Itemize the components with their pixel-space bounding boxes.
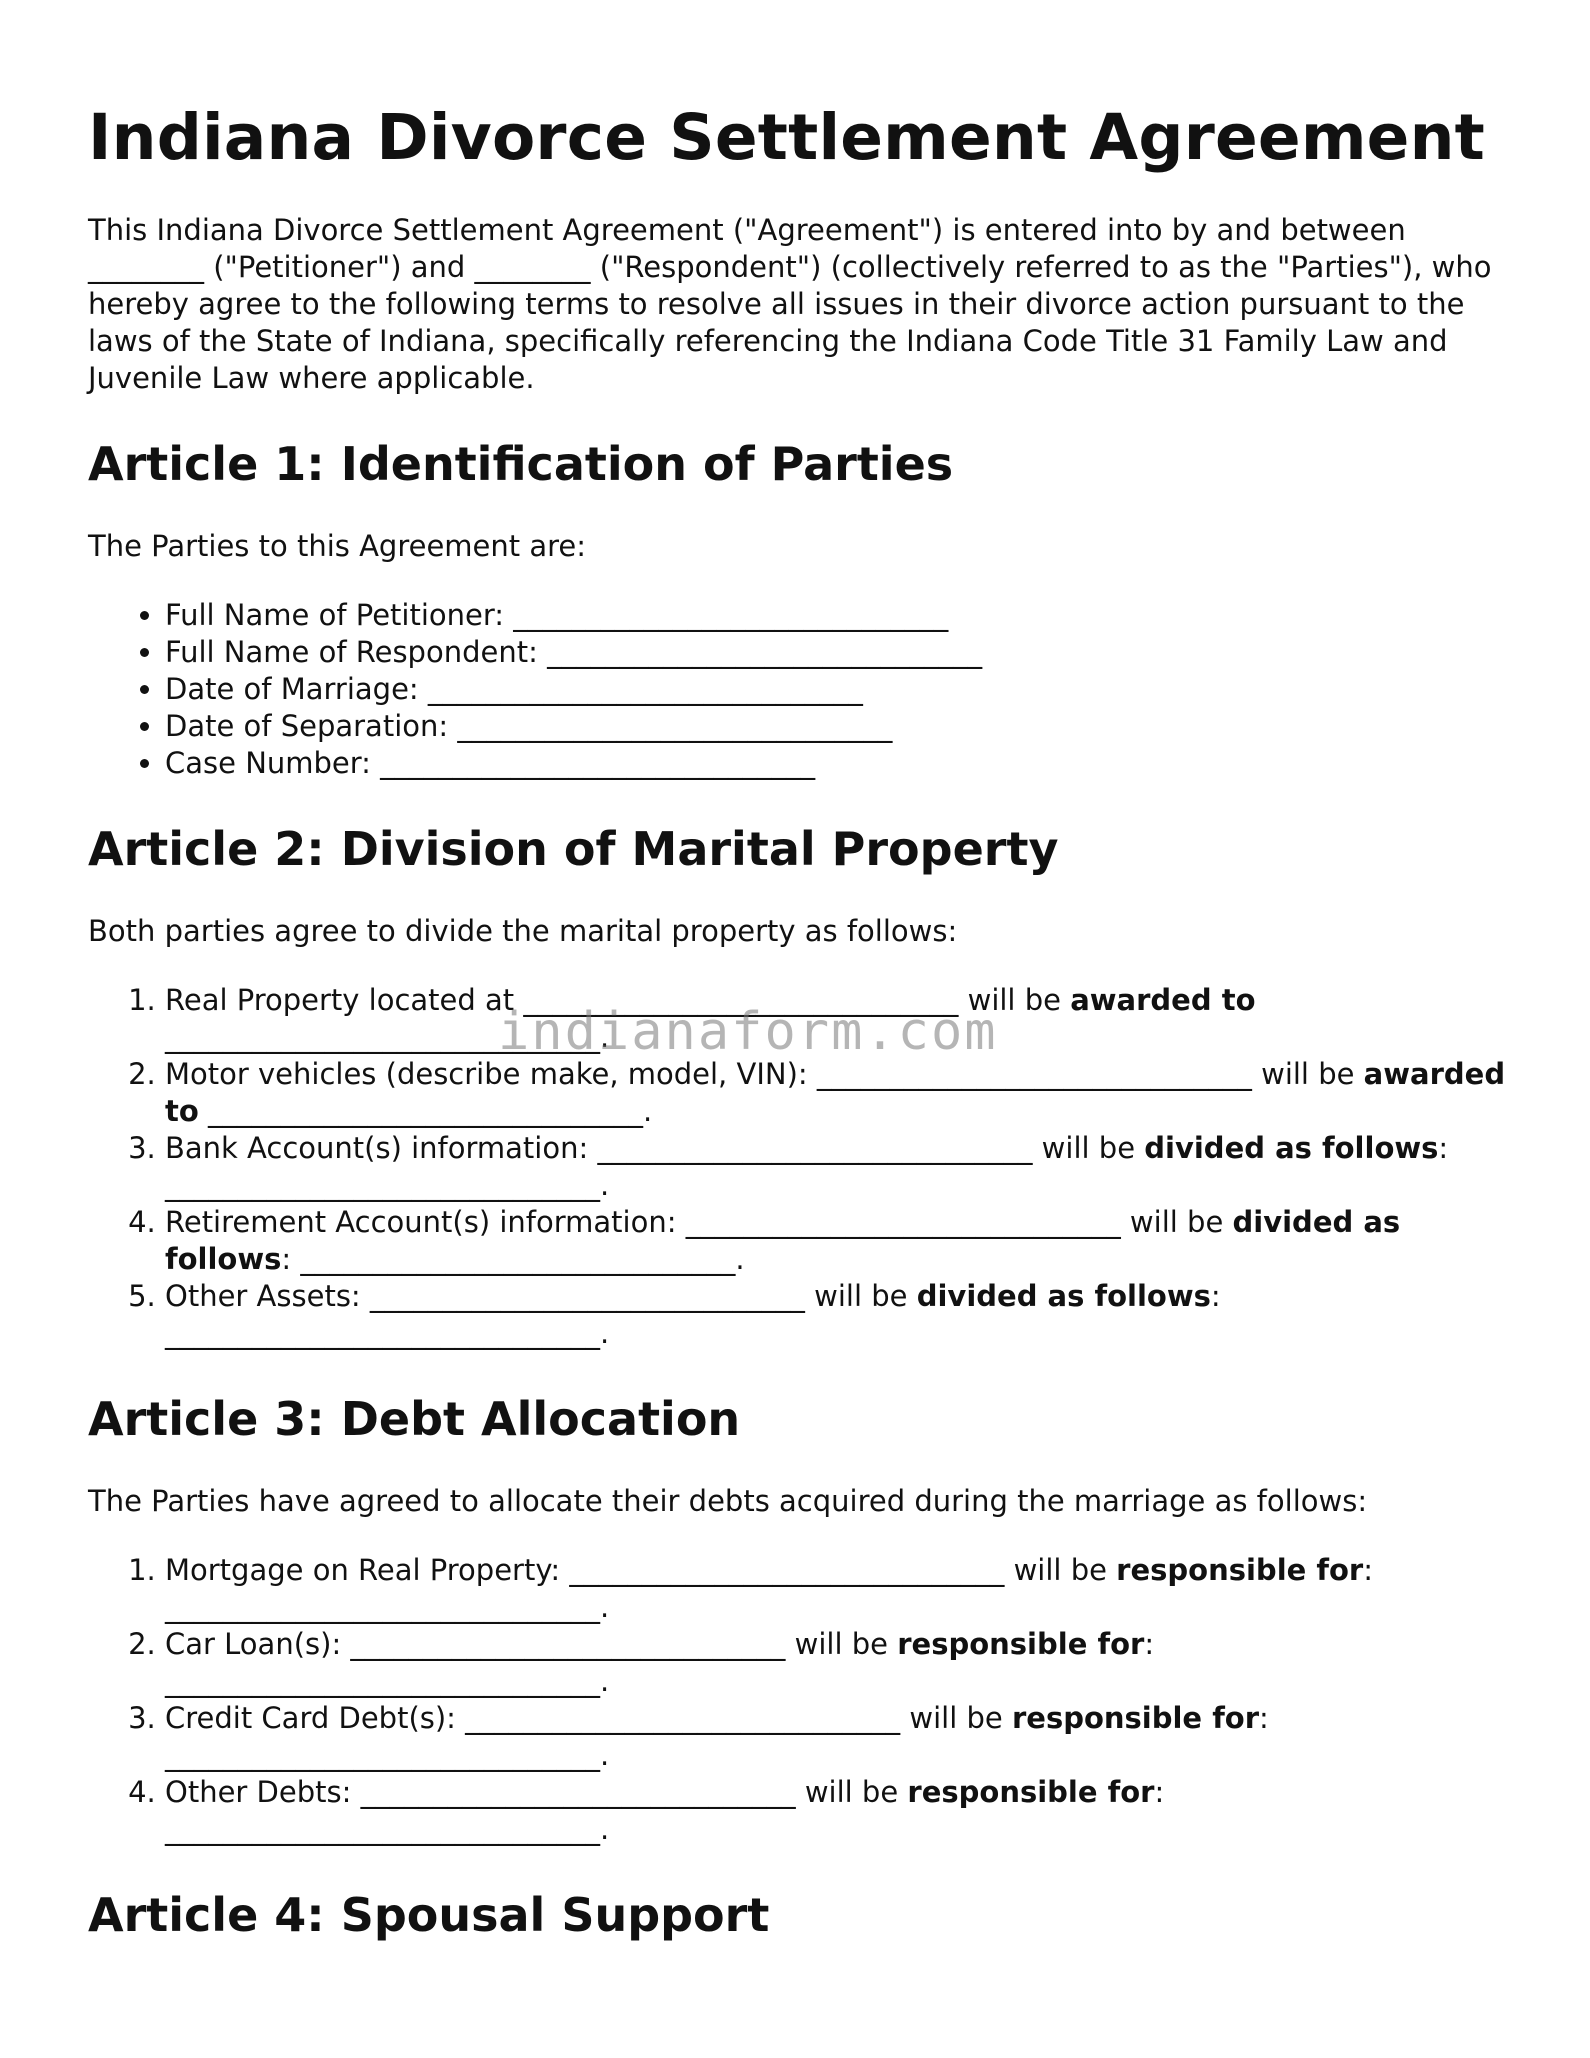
watermark: indianaform.com	[498, 1002, 998, 1062]
list-item: 2. Car Loan(s): ______________________________ will be responsible for: ______________________________.	[165, 1626, 1508, 1700]
article-3-intro: The Parties have agreed to allocate their debts acquired during the marriage as follows:	[88, 1484, 1368, 1519]
article-1-heading: Article 1: Identification of Parties	[88, 436, 954, 491]
document-page	[88, 100, 1508, 1979]
article-2-intro: Both parties agree to divide the marital property as follows:	[88, 913, 958, 948]
debt-list	[88, 1552, 1508, 1848]
list-item: • Case Number: ______________________________	[165, 745, 1508, 782]
list-item: 3. Credit Card Debt(s): ______________________________ will be responsible for: ______________________________.	[165, 1700, 1508, 1774]
article-1-intro: The Parties to this Agreement are:	[88, 528, 587, 563]
list-item: 2. Motor vehicles (describe make, model, VIN): ______________________________ will be awarded to ______________________________.	[165, 1056, 1508, 1130]
document-title: Indiana Divorce Settlement Agreement	[88, 101, 1485, 174]
article-4-heading: Article 4: Spousal Support	[88, 1888, 770, 1943]
list-item: 4. Retirement Account(s) information: ______________________________ will be divided as follows: ______________________________.	[165, 1204, 1508, 1278]
list-item: 1. Real Property located at ______________________________ will be awarded to ______________________________.	[165, 982, 1508, 1056]
list-item: • Date of Marriage: ______________________________	[165, 671, 1508, 708]
list-item: 3. Bank Account(s) information: ______________________________ will be divided as follows: ______________________________.	[165, 1130, 1508, 1204]
list-item: • Full Name of Petitioner: ______________________________	[165, 597, 1508, 634]
property-list	[88, 982, 1508, 1352]
list-item: 5. Other Assets: ______________________________ will be divided as follows: ______________________________.	[165, 1278, 1508, 1352]
list-item: 4. Other Debts: ______________________________ will be responsible for: ______________________________.	[165, 1774, 1508, 1848]
intro-paragraph: This Indiana Divorce Settlement Agreement ("Agreement") is entered into by and between ________ ("Petitioner") and ________ ("Respondent") (collectively referred to as the "Parties"), who hereby agree to the following terms to resolve all issues in their divorce action pursuant to the laws of the State of Indiana, specifically referencing the Indiana Code Title 31 Family Law and Juvenile Law where applicable.	[88, 212, 1492, 395]
list-item: • Date of Separation: ______________________________	[165, 708, 1508, 745]
list-item: • Full Name of Respondent: ______________________________	[165, 634, 1508, 671]
list-item: 1. Mortgage on Real Property: ______________________________ will be responsible for: ______________________________.	[165, 1552, 1508, 1626]
parties-list	[88, 597, 1508, 782]
article-2-heading: Article 2: Division of Marital Property	[88, 821, 1059, 876]
article-3-heading: Article 3: Debt Allocation	[88, 1391, 741, 1446]
